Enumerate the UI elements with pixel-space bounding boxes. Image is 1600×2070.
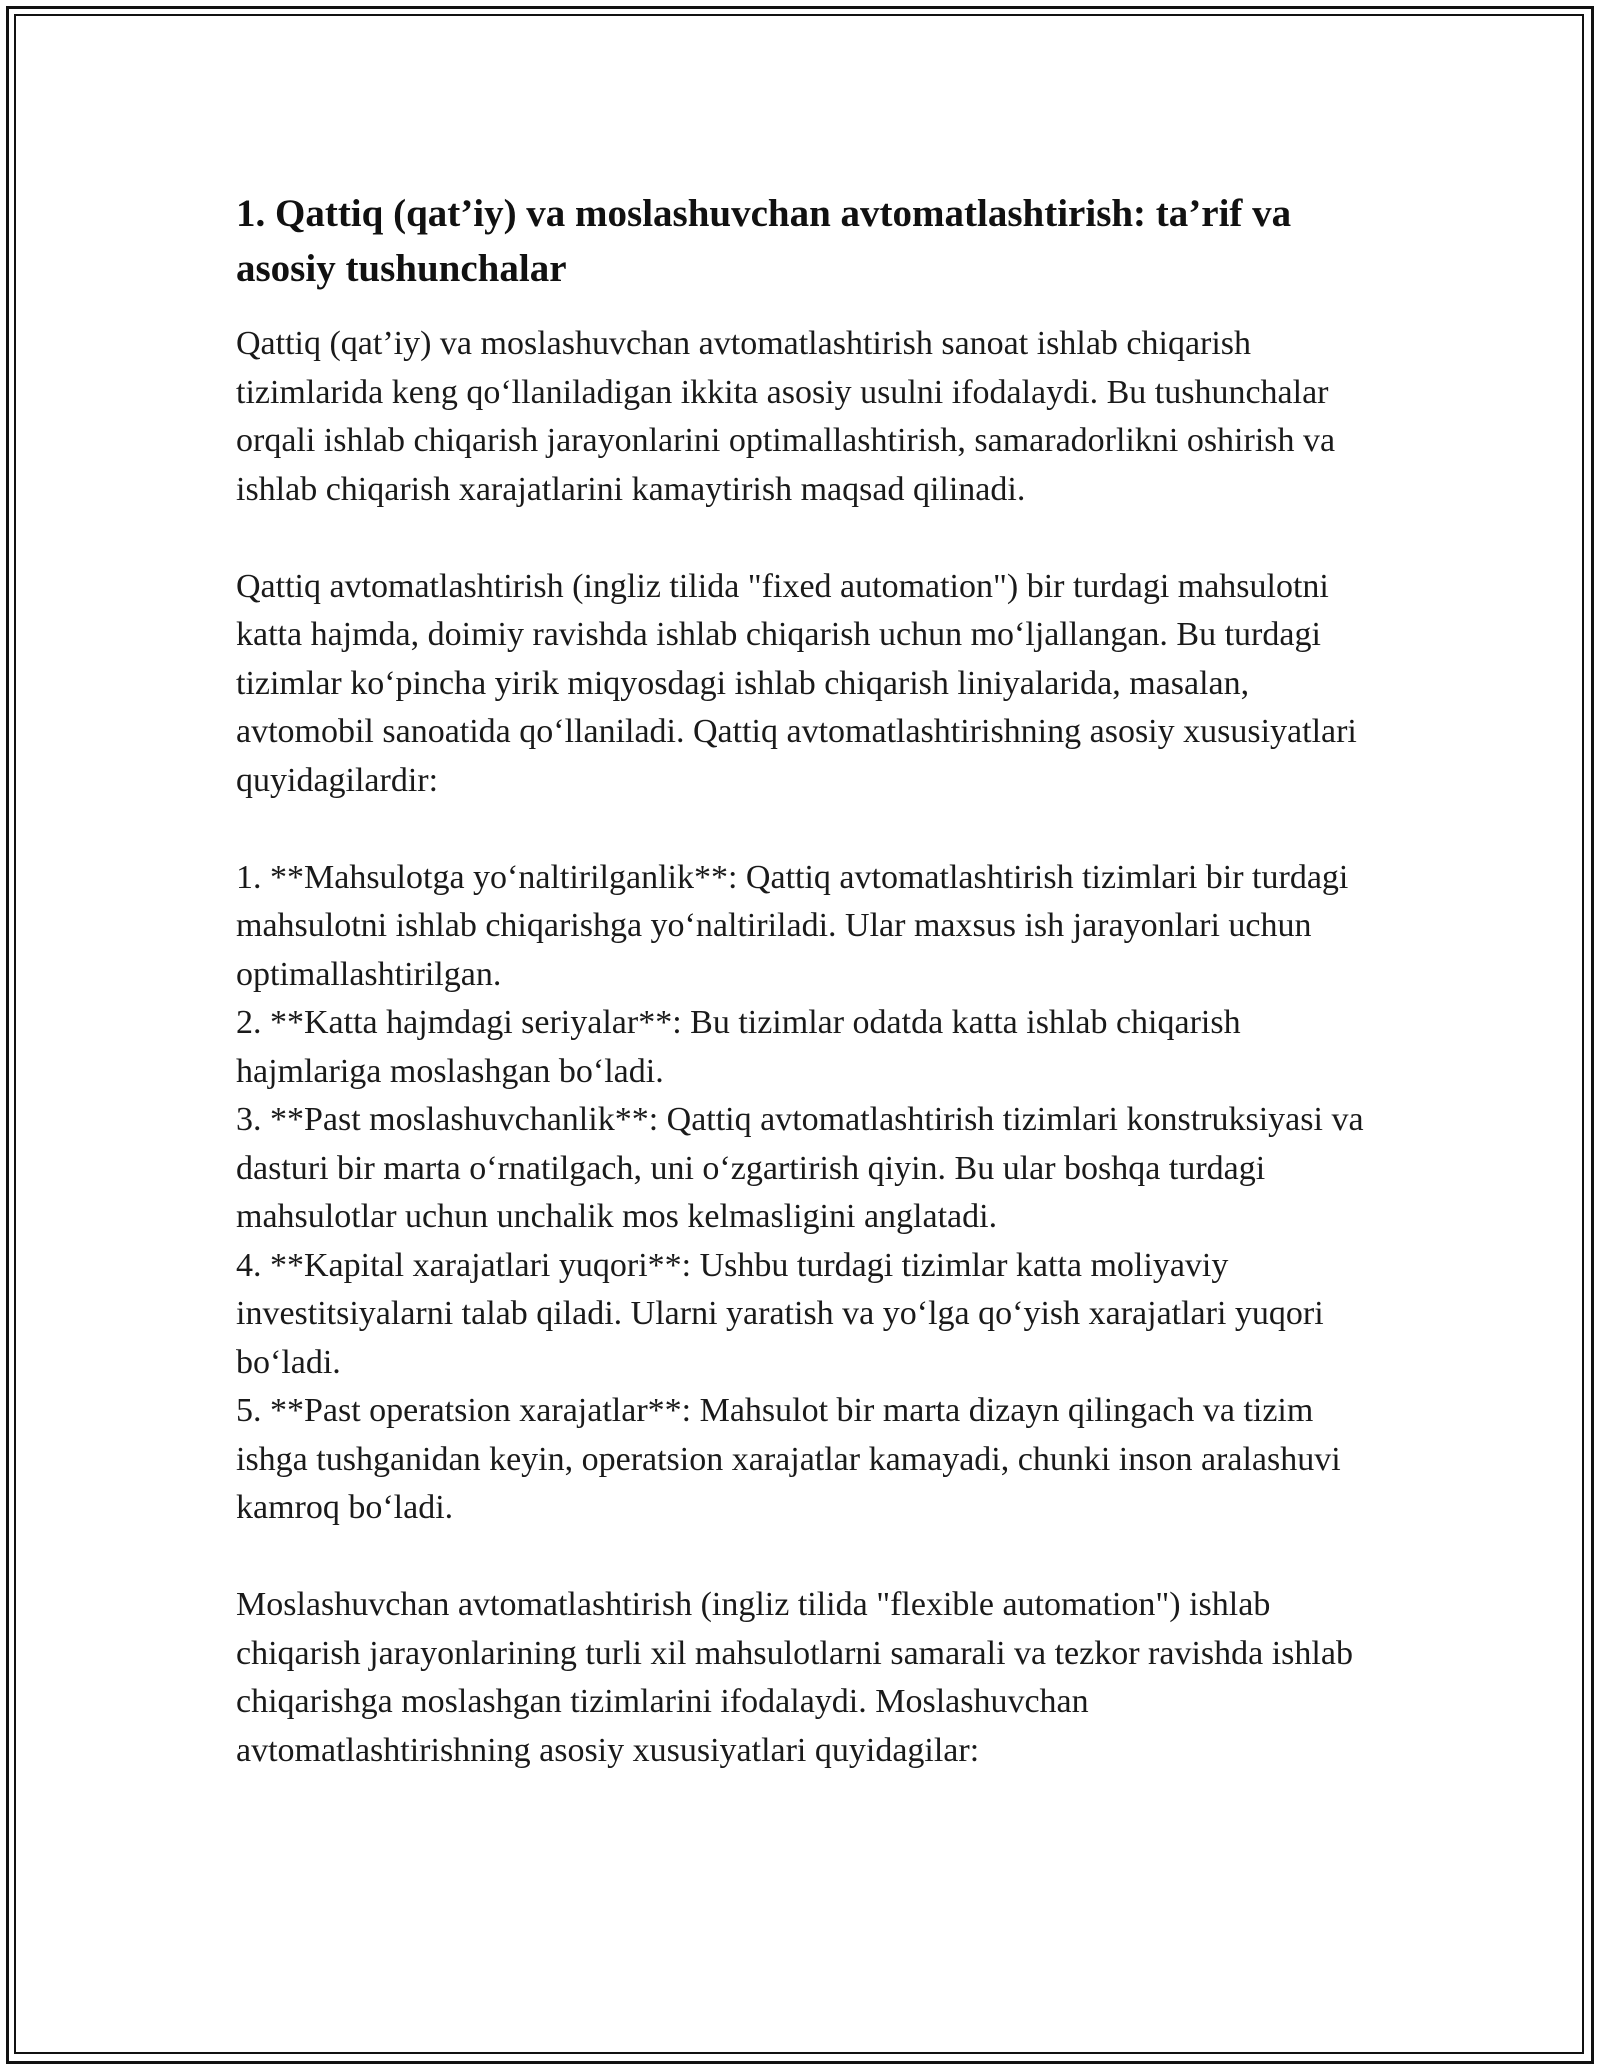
features-list bbox=[236, 854, 1366, 1533]
intro-paragraph: Qattiq (qat’iy) va moslashuvchan avtomatlashtirish sanoat ishlab chiqarish tizimlarida keng qo‘llaniladigan ikkita asosiy usulni ifodalaydi. Bu tushunchalar orqali ishlab chiqarish jarayonlarini optimallashtirish, samaradorlikni oshirish va ishlab chiqarish xarajatlarini kamaytirish maqsad qilinadi. bbox=[236, 325, 1336, 508]
list-item: 4. **Kapital xarajatlari yuqori**: Ushbu turdagi tizimlar katta moliyaviy investitsiyalarni talab qiladi. Ularni yaratish va yo‘lga qo‘yish xarajatlari yuqori bo‘ladi. bbox=[236, 1246, 1324, 1381]
list-item: 2. **Katta hajmdagi seriyalar**: Bu tizimlar odatda katta ishlab chiqarish hajmlariga moslashgan bo‘ladi. bbox=[236, 1004, 1241, 1090]
flexible-automation-paragraph: Moslashuvchan avtomatlashtirish (ingliz tilida "flexible automation") ishlab chiqarish jarayonlarining turli xil mahsulotlarni samarali va tezkor ravishda ishlab chiqarishga moslashgan tizimlarini ifodalaydi. Moslashuvchan avtomatlashtirishning asosiy xususiyatlari quyidagilar: bbox=[236, 1586, 1353, 1769]
list-item: 3. **Past moslashuvchanlik**: Qattiq avtomatlashtirish tizimlari konstruksiyasi va dasturi bir marta o‘rnatilgach, uni o‘zgartirish qiyin. Bu ular boshqa turdagi mahsulotlar uchun unchalik mos kelmasligini anglatadi. bbox=[236, 1101, 1364, 1235]
document-body bbox=[236, 186, 1366, 1775]
list-item: 1. **Mahsulotga yo‘naltirilganlik**: Qattiq avtomatlashtirish tizimlari bir turdagi mahsulotni ishlab chiqarishga yo‘naltiriladi. Ular maxsus ish jarayonlari uchun optimallashtirilgan. bbox=[236, 858, 1349, 993]
section-heading: 1. Qattiq (qat’iy) va moslashuvchan avtomatlashtirish: ta’rif va asosiy tushunchalar bbox=[236, 192, 1292, 290]
fixed-automation-paragraph: Qattiq avtomatlashtirish (ingliz tilida "fixed automation") bir turdagi mahsulotni katta hajmda, doimiy ravishda ishlab chiqarish uchun mo‘ljallangan. Bu turdagi tizimlar ko‘pincha yirik miqyosdagi ishlab chiqarish liniyalarida, masalan, avtomobil sanoatida qo‘llaniladi. Qattiq avtomatlashtirishning asosiy xususiyatlari quyidagilardir: bbox=[236, 567, 1357, 799]
list-item: 5. **Past operatsion xarajatlar**: Mahsulot bir marta dizayn qilingach va tizim ishga tushganidan keyin, operatsion xarajatlar kamayadi, chunki inson aralashuvi kamroq bo‘ladi. bbox=[236, 1392, 1341, 1526]
